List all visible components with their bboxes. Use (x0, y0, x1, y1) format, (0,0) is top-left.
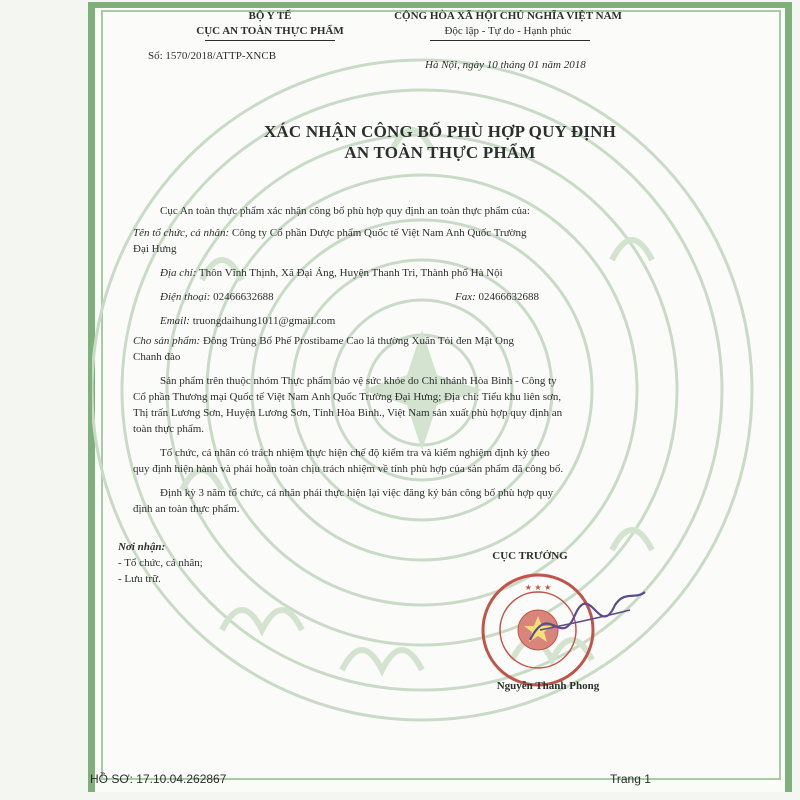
para2-line2: quy định hiện hành và phải hoàn toàn chịu trách nhiệm về tính phù hợp của sản phẩm đã công bố. (133, 463, 564, 475)
recipients-label: Nơi nhận: (118, 541, 166, 553)
product-line (133, 334, 514, 349)
para1-line1: Sản phẩm trên thuộc nhóm Thực phẩm bảo vệ sức khỏe do Chi nhánh Hòa Bình - Công ty (160, 375, 557, 387)
svg-text:★ ★ ★: ★ ★ ★ (524, 583, 552, 592)
document-title-line2: AN TOÀN THỰC PHẨM (344, 143, 536, 162)
agency-underline (205, 40, 335, 41)
intro-line: Cục An toàn thực phẩm xác nhận công bố phù hợp quy định an toàn thực phẩm của: (160, 205, 530, 217)
organization-value-cont: Đại Hưng (133, 243, 177, 255)
para2-line1: Tổ chức, cá nhân có trách nhiệm thực hiện chế độ kiểm tra và kiểm nghiệm định kỳ theo (160, 447, 550, 459)
product-label: Cho sản phẩm: (133, 335, 201, 347)
ministry-name: BỘ Y TẾ (248, 10, 292, 22)
document-title-line1: XÁC NHẬN CÔNG BỐ PHÙ HỢP QUY ĐỊNH (263, 122, 617, 141)
email-line (160, 314, 335, 329)
fax-line (455, 290, 539, 305)
phone-value: 02466632688 (213, 291, 274, 303)
recipient-item-2: - Lưu trữ. (118, 573, 161, 585)
national-motto: Độc lập - Tự do - Hạnh phúc (444, 25, 572, 37)
organization-line (133, 226, 527, 241)
para1-line2: Cổ phần Thương mại Quốc tế Việt Nam Anh Quốc Trường Đại Hưng; Địa chỉ: Tiểu khu liên sơn, (133, 391, 562, 403)
email-label: Email: (160, 315, 190, 327)
signer-name: Nguyễn Thanh Phong (496, 680, 600, 692)
phone-line (160, 290, 274, 305)
agency-name: CỤC AN TOÀN THỰC PHẨM (196, 25, 344, 37)
product-value: Đông Trùng Bổ Phế Prostibame Cao lá thường Xuân Tỏi đen Mật Ong (202, 335, 514, 347)
address-line (160, 266, 503, 281)
signer-title: CỤC TRƯỞNG (492, 550, 568, 562)
file-number: HỒ SƠ: 17.10.04.262867 (90, 772, 227, 786)
para1-line4: toàn thực phẩm. (133, 423, 205, 435)
organization-value: Công ty Cổ phần Dược phẩm Quốc tế Việt Nam Anh Quốc Trường (231, 227, 527, 239)
phone-label: Điện thoại: (160, 291, 211, 303)
fax-value: 02466632688 (478, 291, 540, 303)
page-number: Trang 1 (610, 772, 651, 786)
republic-name: CỘNG HÒA XÃ HỘI CHỦ NGHĨA VIỆT NAM (394, 10, 622, 22)
document-number: Số: 1570/2018/ATTP-XNCB (148, 50, 277, 62)
fax-label: Fax: (455, 291, 476, 303)
email-value: truongdaihung1011@gmail.com (192, 315, 336, 327)
handwritten-signature (520, 580, 650, 660)
para3-line2: định an toàn thực phẩm. (133, 503, 240, 515)
address-value: Thôn Vĩnh Thịnh, Xã Đại Áng, Huyện Thanh Trì, Thành phố Hà Nội (198, 267, 503, 279)
motto-underline (430, 40, 590, 41)
recipient-item-1: - Tổ chức, cá nhân; (118, 557, 203, 569)
organization-label: Tên tổ chức, cá nhân: (133, 227, 230, 239)
para3-line1: Định kỳ 3 năm tổ chức, cá nhân phải thực hiện lại việc đăng ký bản công bố phù hợp quy (160, 487, 554, 499)
para1-line3: Thị trấn Lương Sơn, Huyện Lương Sơn, Tỉnh Hòa Bình., Việt Nam sản xuất phù hợp quy định an (133, 407, 563, 419)
place-date: Hà Nội, ngày 10 tháng 01 năm 2018 (425, 59, 586, 71)
address-label: Địa chỉ: (160, 267, 197, 279)
product-value-cont: Chanh đào (133, 351, 181, 363)
